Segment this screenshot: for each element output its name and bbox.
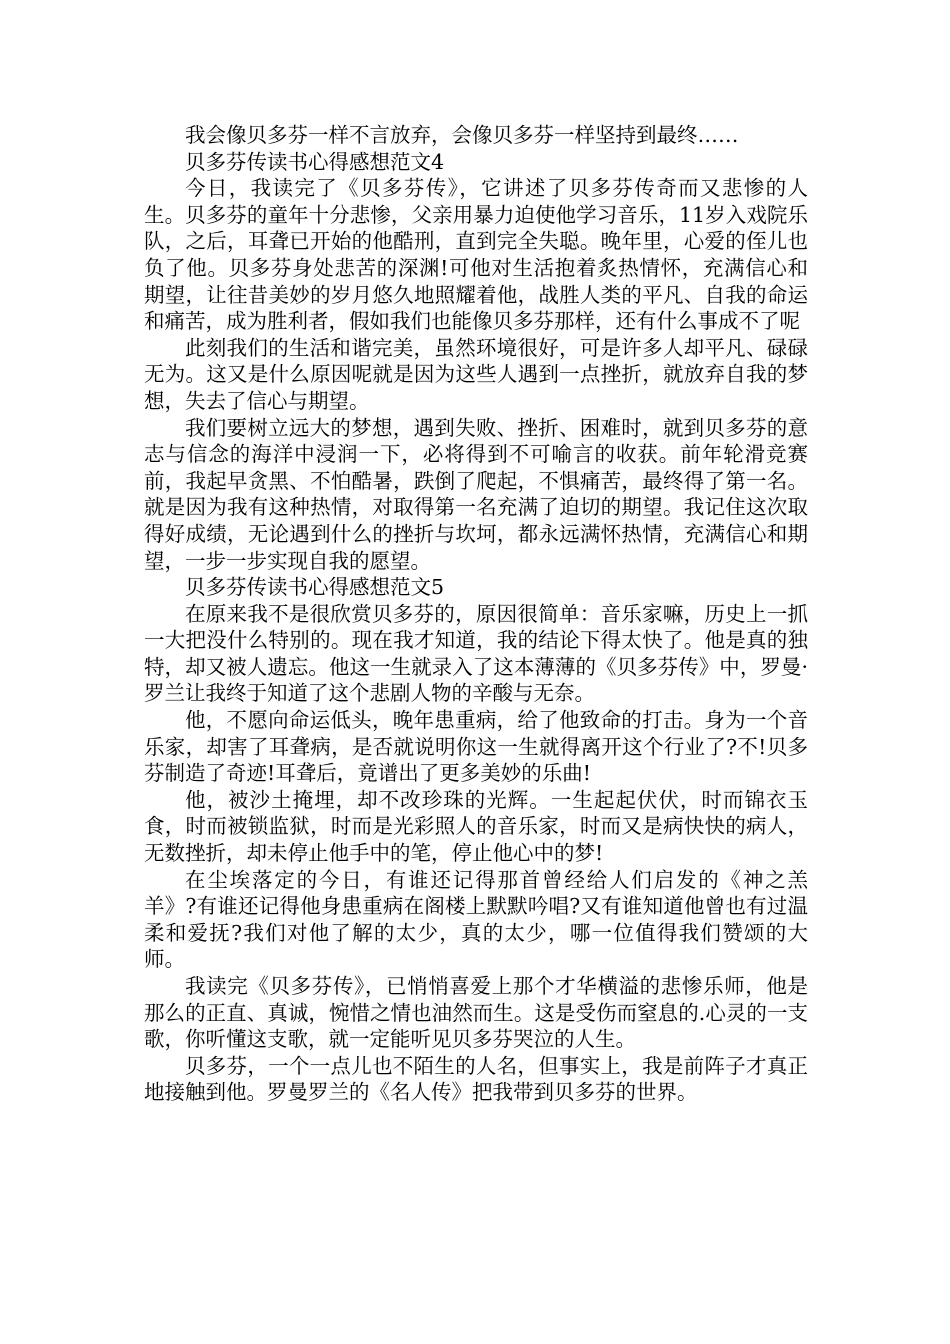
section-heading-essay-4: 贝多芬传读书心得感想范文4 xyxy=(185,149,445,174)
paragraph: 在尘埃落定的今日，有谁还记得那首曾经给人们启发的《神之羔羊》?有谁还记得他身患重病在阁楼上默默吟唱?又有谁知道他曾也有过温柔和爱抚?我们对他了解的太少，真的太少，哪一位值得我们赞颂的大师。 xyxy=(144,867,808,972)
paragraph: 在原来我不是很欣赏贝多芬的，原因很简单：音乐家嘛，历史上一抓一大把没什么特别的。现在我才知道，我的结论下得太快了。他是真的独特，却又被人遗忘。他这一生就录入了这本薄薄的《贝多芬传》中，罗曼·罗兰让我终于知道了这个悲剧人物的辛酸与无奈。 xyxy=(144,601,808,706)
section-heading-essay-5: 贝多芬传读书心得感想范文5 xyxy=(185,575,445,600)
document-body xyxy=(144,122,808,1106)
paragraph: 他，被沙土掩埋，却不改珍珠的光辉。一生起起伏伏，时而锦衣玉食，时而被锁监狱，时而是光彩照人的音乐家，时而又是病快快的病人，无数挫折，却未停止他手中的笔，停止他心中的梦! xyxy=(144,787,808,866)
paragraph: 贝多芬，一个一点儿也不陌生的人名，但事实上，我是前阵子才真正地接触到他。罗曼罗兰的《名人传》把我带到贝多芬的世界。 xyxy=(144,1053,808,1105)
paragraph: 我读完《贝多芬传》，已悄悄喜爱上那个才华横溢的悲惨乐师，他是那么的正直、真诚，惋惜之情也油然而生。这是受伤而窒息的.心灵的一支歌，你听懂这支歌，就一定能听见贝多芬哭泣的人生。 xyxy=(144,974,808,1052)
paragraph: 他，不愿向命运低头，晚年患重病，给了他致命的打击。身为一个音乐家，却害了耳聋病，是否就说明你这一生就得离开这个行业了?不!贝多芬制造了奇迹!耳聋后，竟谱出了更多美妙的乐曲! xyxy=(144,708,808,786)
paragraph-closing-line: 我会像贝多芬一样不言放弃，会像贝多芬一样坚持到最终…… xyxy=(185,123,739,147)
paragraph: 今日，我读完了《贝多芬传》，它讲述了贝多芬传奇而又悲惨的人生。贝多芬的童年十分悲惨，父亲用暴力迫使他学习音乐，11岁入戏院乐队，之后，耳聋已开始的他酷刑，直到完全失聪。晚年里，心爱的侄儿也负了他。贝多芬身处悲苦的深渊!可他对生活抱着炙热情怀，充满信心和期望，让往昔美妙的岁月悠久地照耀着他，战胜人类的平凡、自我的命运和痛苦，成为胜利者，假如我们也能像贝多芬那样，还有什么事成不了呢 xyxy=(144,176,808,334)
paragraph: 我们要树立远大的梦想，遇到失败、挫折、困难时，就到贝多芬的意志与信念的海洋中浸润一下，必将得到不可喻言的收获。前年轮滑竞赛前，我起早贪黑、不怕酷暑，跌倒了爬起，不惧痛苦，最终得了第一名。就是因为我有这种热情，对取得第一名充满了迫切的期望。我记住这次取得好成绩，无论遇到什么的挫折与坎坷，都永远满怀热情，充满信心和期望，一步一步实现自我的愿望。 xyxy=(144,415,808,573)
paragraph: 此刻我们的生活和谐完美，虽然环境很好，可是许多人却平凡、碌碌无为。这又是什么原因呢就是因为这些人遇到一点挫折，就放弃自我的梦想，失去了信心与期望。 xyxy=(144,335,808,413)
